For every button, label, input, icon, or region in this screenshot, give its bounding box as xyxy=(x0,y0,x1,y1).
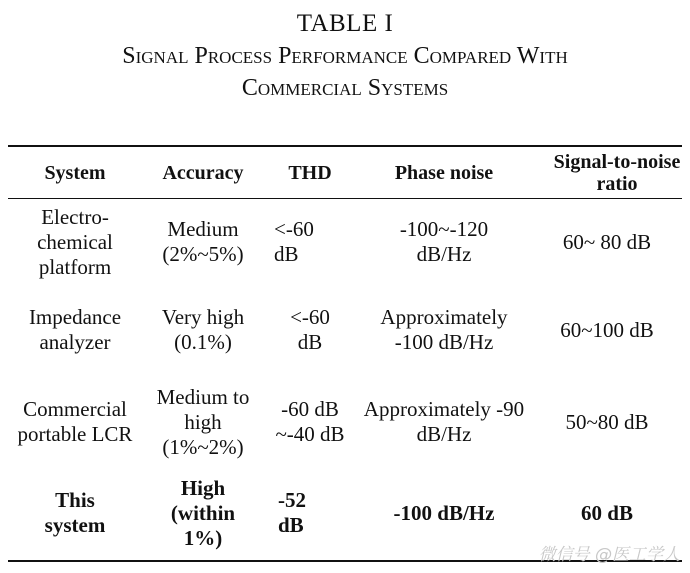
header-snr: Signal-to-noise ratio xyxy=(553,150,681,195)
cell-thd: -60 dB ~-40 dB xyxy=(275,397,345,446)
header-phase-noise: Phase noise xyxy=(394,161,494,184)
header-accuracy: Accuracy xyxy=(162,161,244,184)
cell-snr: 50~80 dB xyxy=(565,409,649,434)
cell-phase-noise: -100 dB/Hz xyxy=(393,500,495,525)
cell-system: Electro-chemical platform xyxy=(37,204,113,279)
table-caption-line2: Commercial Systems xyxy=(241,75,449,101)
table-label: TABLE I xyxy=(296,10,394,37)
comparison-table xyxy=(8,147,682,556)
cell-accuracy: Very high (0.1%) xyxy=(161,305,245,354)
cell-accuracy: Medium (2%~5%) xyxy=(162,217,244,266)
cell-thd: <-60 dB xyxy=(290,305,330,354)
cell-thd: <-60 dB xyxy=(274,217,314,266)
cell-phase-noise: Approximately -90 dB/Hz xyxy=(363,397,525,446)
cell-system: Impedance analyzer xyxy=(28,305,122,354)
header-system: System xyxy=(44,161,106,184)
cell-phase-noise: Approximately -100 dB/Hz xyxy=(380,305,508,354)
table-row xyxy=(8,198,682,286)
cell-snr: 60~ 80 dB xyxy=(562,229,652,254)
cell-accuracy: Medium to high (1%~2%) xyxy=(156,384,250,459)
cell-snr: 60~100 dB xyxy=(560,317,654,342)
cell-phase-noise: -100~-120 dB/Hz xyxy=(399,217,489,266)
table-header-row xyxy=(8,147,682,198)
table-caption xyxy=(0,40,690,104)
cell-accuracy: High (within 1%) xyxy=(170,475,236,550)
watermark: 微信号 @医工学人 xyxy=(538,545,680,565)
cell-snr: 60 dB xyxy=(581,500,633,525)
table-row xyxy=(8,374,682,470)
cell-thd: -52 dB xyxy=(278,488,306,537)
table-caption-line1: Signal Process Performance Compared With xyxy=(122,43,568,69)
table-row xyxy=(8,286,682,374)
cell-system: This system xyxy=(44,488,106,537)
cell-system: Commercial portable LCR xyxy=(17,397,133,446)
header-thd: THD xyxy=(288,161,332,184)
